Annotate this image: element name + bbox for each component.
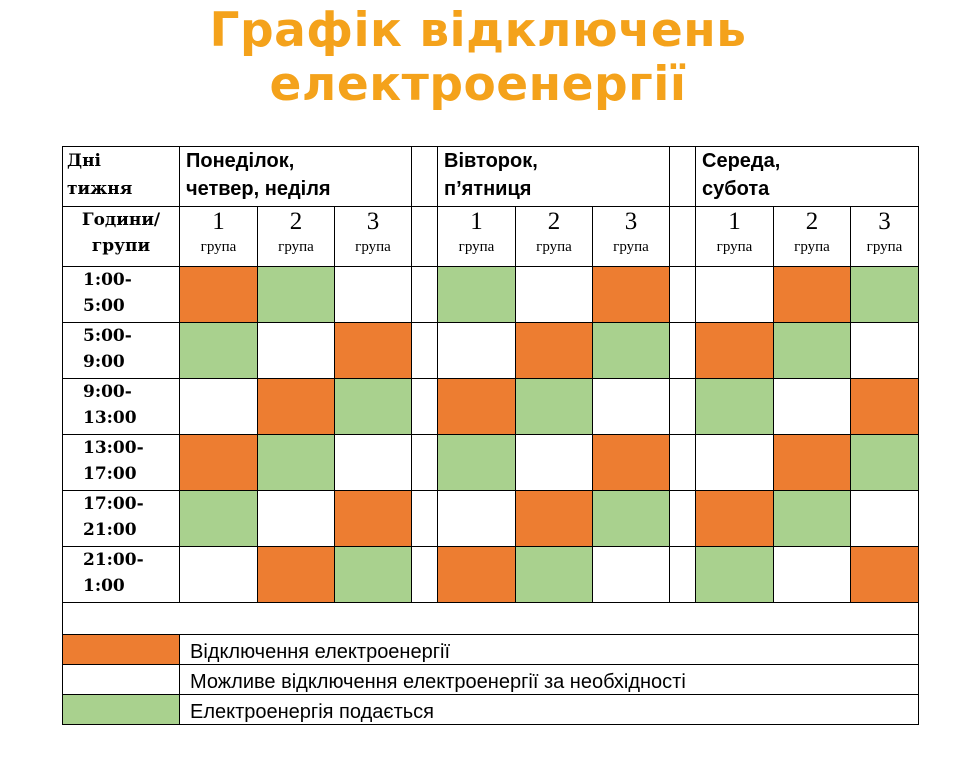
status-cell-off bbox=[696, 323, 774, 379]
hours-groups-label bbox=[63, 207, 180, 267]
group-header bbox=[593, 207, 670, 267]
time-range bbox=[63, 435, 180, 491]
column-gap bbox=[670, 547, 696, 603]
column-gap bbox=[412, 147, 438, 207]
status-cell-maybe bbox=[696, 435, 774, 491]
status-cell-on bbox=[593, 323, 670, 379]
time-range-line: 13:00- bbox=[83, 438, 144, 458]
status-cell-off bbox=[516, 323, 593, 379]
status-cell-maybe bbox=[851, 491, 919, 547]
status-cell-off bbox=[774, 435, 851, 491]
days-label-line-1: Дні bbox=[67, 151, 102, 171]
page-title bbox=[0, 4, 956, 112]
day-group-1 bbox=[180, 147, 412, 207]
spacer-row bbox=[63, 603, 919, 635]
column-gap bbox=[670, 435, 696, 491]
time-range-line: 1:00- bbox=[83, 270, 132, 290]
schedule-table bbox=[62, 146, 919, 725]
days-of-week-label bbox=[63, 147, 180, 207]
status-cell-maybe bbox=[180, 379, 258, 435]
status-cell-on bbox=[851, 435, 919, 491]
status-cell-off bbox=[774, 267, 851, 323]
column-gap bbox=[412, 267, 438, 323]
column-gap bbox=[412, 547, 438, 603]
group-word: група bbox=[536, 239, 572, 255]
status-cell-on bbox=[774, 491, 851, 547]
column-gap bbox=[412, 323, 438, 379]
legend-swatch-off bbox=[63, 635, 180, 665]
time-range bbox=[63, 547, 180, 603]
schedule-row bbox=[63, 435, 919, 491]
legend-row bbox=[63, 635, 919, 665]
group-header bbox=[851, 207, 919, 267]
group-header bbox=[335, 207, 412, 267]
status-cell-on bbox=[180, 491, 258, 547]
column-gap bbox=[670, 379, 696, 435]
status-cell-maybe bbox=[696, 267, 774, 323]
schedule-row bbox=[63, 491, 919, 547]
status-cell-maybe bbox=[258, 323, 335, 379]
group-header bbox=[258, 207, 335, 267]
time-range-line: 21:00 bbox=[83, 520, 137, 540]
day-group-3-line-1: Середа, bbox=[702, 150, 781, 172]
group-word: група bbox=[278, 239, 314, 255]
status-cell-off bbox=[180, 267, 258, 323]
days-label-line-2: тижня bbox=[67, 179, 133, 199]
group-word: група bbox=[613, 239, 649, 255]
column-gap bbox=[670, 147, 696, 207]
status-cell-off bbox=[258, 379, 335, 435]
status-cell-off bbox=[851, 379, 919, 435]
time-range bbox=[63, 323, 180, 379]
time-range bbox=[63, 379, 180, 435]
day-group-3 bbox=[696, 147, 919, 207]
status-cell-off bbox=[335, 491, 412, 547]
column-gap bbox=[670, 207, 696, 267]
day-group-3-line-2: субота bbox=[702, 178, 770, 200]
status-cell-off bbox=[258, 547, 335, 603]
time-range-line: 17:00 bbox=[83, 464, 137, 484]
group-header bbox=[696, 207, 774, 267]
status-cell-on bbox=[180, 323, 258, 379]
group-number: 2 bbox=[289, 208, 303, 235]
group-word: група bbox=[716, 239, 753, 255]
group-header bbox=[180, 207, 258, 267]
status-cell-off bbox=[438, 547, 516, 603]
group-number: 2 bbox=[547, 208, 561, 235]
status-cell-maybe bbox=[516, 267, 593, 323]
status-cell-on bbox=[851, 267, 919, 323]
status-cell-on bbox=[335, 547, 412, 603]
status-cell-off bbox=[180, 435, 258, 491]
status-cell-maybe bbox=[438, 491, 516, 547]
title-line-2: електроенергії bbox=[269, 57, 687, 112]
column-gap bbox=[412, 491, 438, 547]
time-range-line: 5:00- bbox=[83, 326, 132, 346]
status-cell-on bbox=[516, 379, 593, 435]
day-group-2-line-1: Вівторок, bbox=[444, 150, 538, 172]
group-word: група bbox=[794, 239, 830, 255]
group-word: група bbox=[458, 239, 495, 255]
day-header-row bbox=[63, 147, 919, 207]
group-word: група bbox=[355, 239, 391, 255]
group-number: 3 bbox=[878, 208, 891, 235]
time-range-line: 13:00 bbox=[83, 408, 137, 428]
status-cell-maybe bbox=[335, 267, 412, 323]
status-cell-maybe bbox=[438, 323, 516, 379]
status-cell-maybe bbox=[258, 491, 335, 547]
group-number: 1 bbox=[470, 208, 483, 235]
status-cell-on bbox=[335, 379, 412, 435]
title-line-1: Графік відключень bbox=[209, 3, 747, 58]
time-range-line: 17:00- bbox=[83, 494, 144, 514]
schedule-row bbox=[63, 323, 919, 379]
status-cell-off bbox=[851, 547, 919, 603]
schedule-row bbox=[63, 379, 919, 435]
hours-label-line-2: групи bbox=[91, 236, 151, 256]
group-number: 2 bbox=[805, 208, 819, 235]
time-range bbox=[63, 267, 180, 323]
group-number: 1 bbox=[212, 208, 225, 235]
schedule-row bbox=[63, 267, 919, 323]
day-group-1-line-2: четвер, неділя bbox=[186, 178, 331, 200]
group-word: група bbox=[200, 239, 237, 255]
group-number: 3 bbox=[366, 208, 380, 235]
status-cell-off bbox=[438, 379, 516, 435]
status-cell-off bbox=[516, 491, 593, 547]
column-gap bbox=[670, 267, 696, 323]
time-range-line: 1:00 bbox=[83, 576, 125, 596]
time-range-line: 21:00- bbox=[83, 550, 144, 570]
status-cell-off bbox=[335, 323, 412, 379]
group-header bbox=[774, 207, 851, 267]
group-number: 3 bbox=[624, 208, 638, 235]
column-gap bbox=[670, 491, 696, 547]
status-cell-off bbox=[593, 267, 670, 323]
time-range-line: 5:00 bbox=[83, 296, 125, 316]
status-cell-off bbox=[696, 491, 774, 547]
status-cell-maybe bbox=[335, 435, 412, 491]
spacer-cell bbox=[63, 603, 919, 635]
column-gap bbox=[412, 207, 438, 267]
schedule-row bbox=[63, 547, 919, 603]
legend-swatch-on bbox=[63, 695, 180, 725]
day-group-2 bbox=[438, 147, 670, 207]
status-cell-maybe bbox=[774, 547, 851, 603]
status-cell-on bbox=[438, 267, 516, 323]
status-cell-on bbox=[258, 435, 335, 491]
status-cell-maybe bbox=[851, 323, 919, 379]
legend-label: Відключення електроенергії bbox=[180, 635, 919, 665]
status-cell-maybe bbox=[593, 547, 670, 603]
time-range-line: 9:00 bbox=[83, 352, 125, 372]
status-cell-on bbox=[774, 323, 851, 379]
legend-row bbox=[63, 665, 919, 695]
legend-row bbox=[63, 695, 919, 725]
legend-label: Можливе відключення електроенергії за необхідності bbox=[180, 665, 919, 695]
day-group-2-line-2: п’ятниця bbox=[444, 178, 532, 200]
group-header bbox=[516, 207, 593, 267]
time-range bbox=[63, 491, 180, 547]
hours-label-line-1: Години/ bbox=[81, 210, 161, 230]
column-gap bbox=[670, 323, 696, 379]
status-cell-on bbox=[438, 435, 516, 491]
status-cell-on bbox=[516, 547, 593, 603]
status-cell-on bbox=[696, 547, 774, 603]
status-cell-maybe bbox=[180, 547, 258, 603]
time-range-line: 9:00- bbox=[83, 382, 132, 402]
column-gap bbox=[412, 379, 438, 435]
legend-swatch-maybe bbox=[63, 665, 180, 695]
column-gap bbox=[412, 435, 438, 491]
status-cell-maybe bbox=[516, 435, 593, 491]
group-header bbox=[438, 207, 516, 267]
status-cell-on bbox=[258, 267, 335, 323]
day-group-1-line-1: Понеділок, bbox=[186, 150, 295, 172]
status-cell-off bbox=[593, 435, 670, 491]
group-number: 1 bbox=[728, 208, 741, 235]
group-word: група bbox=[866, 239, 903, 255]
legend-label: Електроенергія подається bbox=[180, 695, 919, 725]
status-cell-on bbox=[696, 379, 774, 435]
status-cell-maybe bbox=[593, 379, 670, 435]
status-cell-on bbox=[593, 491, 670, 547]
status-cell-maybe bbox=[774, 379, 851, 435]
group-header-row bbox=[63, 207, 919, 267]
